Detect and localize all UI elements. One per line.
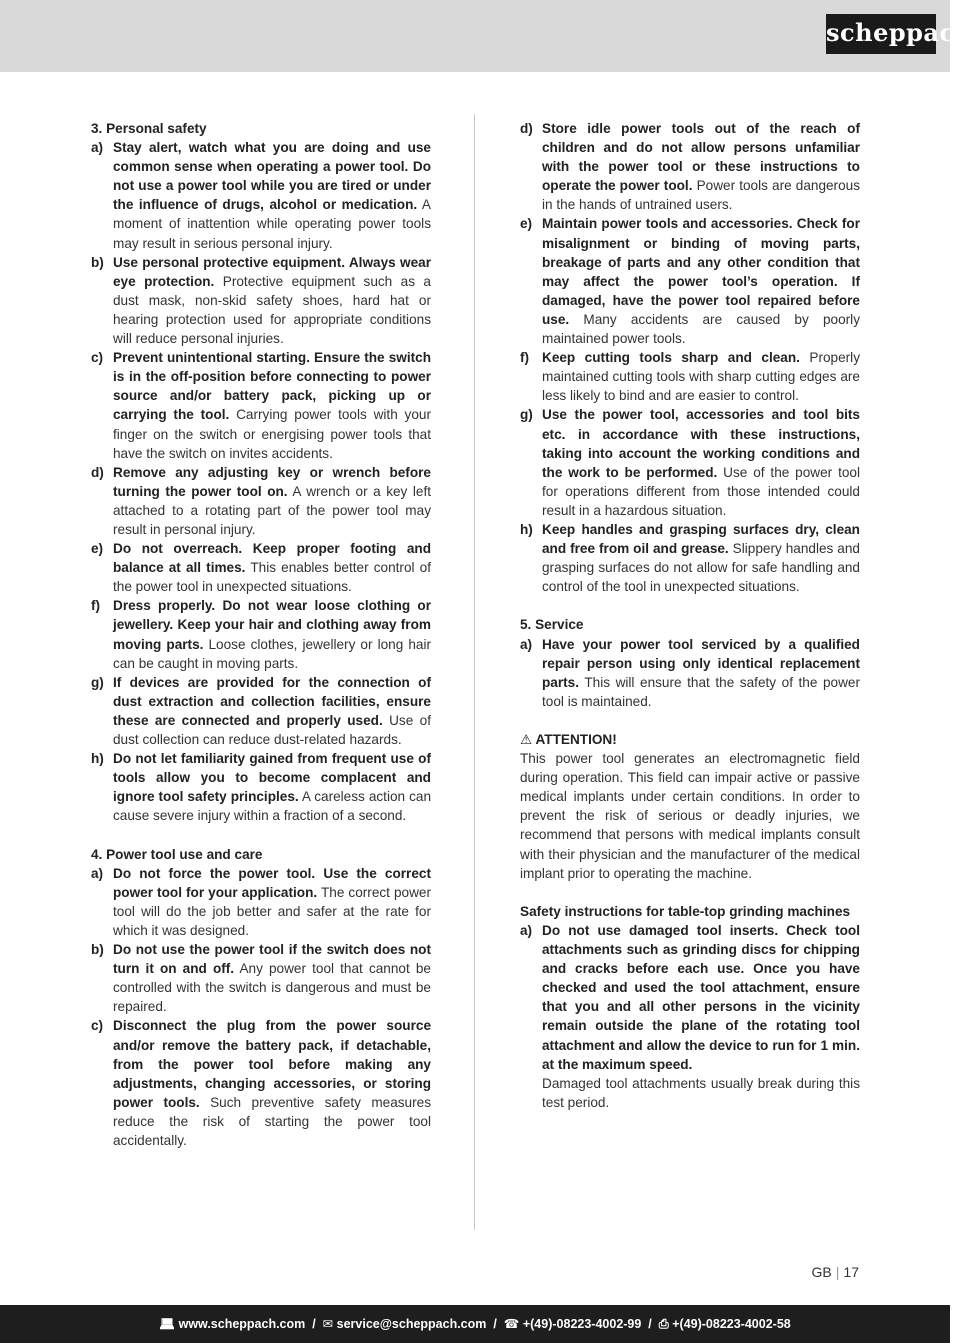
item-explanation: A careless action can cause severe injury within a fraction of a second. [113, 789, 432, 824]
brand-logo: scheppach [826, 14, 936, 54]
item-instruction: Use the power tool, accessories and tool bits etc. in accordance with these instructions, taking into account the working conditions and the work to be performed. [542, 407, 860, 480]
section-title: 4. Power tool use and care [91, 846, 263, 862]
list-item [91, 673, 431, 749]
item-explanation: Damaged tool attachments usually break during this test period. [542, 1075, 860, 1110]
section-title: Safety instructions for table-top grinding machines [520, 903, 851, 919]
item-label: a) [520, 636, 533, 652]
attention-heading: ⚠ ATTENTION! [520, 732, 617, 747]
warning-icon: ⚠ [520, 732, 533, 747]
list-item [91, 1016, 431, 1150]
attention-text: This power tool generates an electromagnetic field during operation. This field can impair active or passive medical implants under certain conditions. In order to prevent the risk of serious or deadly injuries, we recommend that persons with medical implants consult with their physician and the manufacturer of the medical implant prior to operating the machine. [520, 751, 860, 881]
item-label: a) [91, 140, 104, 156]
item-label: b) [91, 942, 104, 958]
item-label: c) [91, 350, 104, 366]
phone-icon: ☎ [503, 1317, 520, 1331]
item-label: d) [91, 464, 104, 480]
item-explanation: Use of dust collection can reduce dust-related hazards. [113, 712, 431, 747]
item-instruction: Disconnect the plug from the power source and/or remove the battery pack, if detachable, from the power tool before making any adjustments, changing accessories, or storing power tools. [113, 1018, 431, 1110]
column-divider [474, 114, 475, 1230]
item-explanation: This will ensure that the safety of the power tool is maintained. [542, 674, 860, 709]
list-item [91, 539, 431, 596]
item-instruction: Do not use damaged tool inserts. Check tool attachments such as grinding discs for chipping and cracks before each use. Once you have checked and used the tool attachment, ensure that you and all other persons in the vicinity remain outside the plane of the rotating tool attachment and allow the device to run for 1 min. at the maximum speed. [542, 922, 860, 1072]
phone-number: +(49)-08223-4002-99 [522, 1317, 642, 1331]
item-label: d) [520, 121, 533, 136]
list-item [91, 940, 431, 1016]
item-explanation: Loose clothes, jewellery or long hair can be caught in moving parts. [113, 636, 431, 671]
list-item [91, 138, 431, 253]
item-instruction: Store idle power tools out of the reach of children and do not allow persons unfamiliar with the power tool or these instructions to operate the power tool. [542, 121, 860, 194]
item-instruction: Prevent unintentional starting. Ensure the switch is in the off-position before connecting to power source and/or battery pack, picking up or carrying the tool. [113, 350, 431, 423]
item-instruction: Do not force the power tool. Use the correct power tool for your application. [113, 865, 431, 900]
section-title: 5. Service [520, 617, 584, 633]
item-instruction: Keep handles and grasping surfaces dry, clean and free from oil and grease. [542, 521, 860, 557]
item-instruction: Have your power tool serviced by a qualified repair person using only identical replacement parts. [542, 636, 860, 690]
computer-icon: 💻︎ [159, 1317, 176, 1331]
item-instruction: Do not use the power tool if the switch does not turn it on and off. [113, 942, 431, 977]
section-4-list [91, 864, 431, 1150]
list-item [520, 348, 860, 405]
list-item [520, 635, 860, 711]
item-label: f) [91, 598, 101, 614]
item-explanation: A wrench or a key left attached to a rotating part of the power tool may result in personal injury. [113, 483, 432, 537]
list-item [520, 921, 860, 1112]
list-item [520, 214, 860, 348]
list-item [520, 119, 860, 214]
item-label: e) [91, 541, 104, 557]
item-explanation: Any power tool that cannot be controlled with the switch is dangerous and must be repaired. [113, 961, 431, 1015]
item-explanation: Many accidents are caused by poorly maintained power tools. [542, 311, 860, 347]
item-instruction: Dress properly. Do not wear loose clothing or jewellery. Keep your hair and clothing away from moving parts. [113, 598, 431, 652]
item-explanation: Properly maintained cutting tools with sharp cutting edges are less likely to bind and are easier to control. [542, 350, 860, 404]
item-instruction: Do not let familiarity gained from frequent use of tools allow you to become complacent and ignore tool safety principles. [113, 751, 431, 805]
list-item [520, 520, 860, 596]
item-explanation: Use of the power tool for operations different from those intended could result in a hazardous situation. [542, 464, 860, 518]
page-header [0, 0, 973, 72]
item-explanation: Protective equipment such as a dust mask, non-skid safety shoes, hard hat or hearing protection used for appropriate conditions will reduce personal injuries. [113, 273, 431, 347]
list-item [520, 405, 860, 520]
right-column [520, 119, 860, 1112]
section-3-list [91, 138, 431, 825]
item-instruction: Stay alert, watch what you are doing and use common sense when operating a power tool. Do not use a power tool while you are tired or under the influence of drugs, alcohol or medication. [113, 140, 431, 213]
list-item [91, 864, 431, 940]
item-label: g) [91, 674, 104, 690]
item-label: b) [91, 254, 104, 270]
left-column [91, 119, 431, 1150]
section-title: 3. Personal safety [91, 121, 207, 136]
page-footer: 💻︎ www.scheppach.com / ✉ service@scheppach.com / ☎ +(49)-08223-4002-99 / ⎙ +(49)-08223-4002-58 [0, 1305, 950, 1343]
item-label: e) [520, 216, 533, 232]
item-label: f) [520, 350, 530, 366]
item-label: a) [520, 922, 533, 938]
item-instruction: If devices are provided for the connection of dust extraction and collection facilities, ensure these are connected and properly used. [113, 674, 431, 728]
item-explanation: Slippery handles and grasping surfaces do not allow for safe handling and control of the tool in unexpected situations. [542, 541, 860, 595]
item-explanation: This enables better control of the power tool in unexpected situations. [113, 560, 431, 595]
grinding-list [520, 921, 860, 1112]
list-item [91, 463, 431, 539]
item-instruction: Keep cutting tools sharp and clean. [542, 350, 800, 366]
item-label: h) [520, 521, 533, 537]
fax-icon: ⎙ [658, 1317, 669, 1331]
item-instruction: Remove any adjusting key or wrench before turning the power tool on. [113, 464, 431, 499]
fax-number: +(49)-08223-4002-58 [672, 1317, 791, 1331]
list-item [91, 596, 431, 672]
list-item [91, 749, 431, 825]
section-4-continued-list [520, 119, 860, 596]
item-instruction: Maintain power tools and accessories. Check for misalignment or binding of moving parts, breakage of parts and any other condition that may affect the power tool’s operation. If damaged, have the power tool repaired before use. [542, 216, 860, 327]
list-item [91, 253, 431, 348]
item-label: h) [91, 751, 104, 767]
website-link[interactable]: www.scheppach.com [178, 1317, 306, 1331]
item-label: g) [520, 407, 533, 423]
page-number: GB | 17 [811, 1264, 859, 1280]
list-item [91, 348, 431, 463]
item-instruction: Do not overreach. Keep proper footing and balance at all times. [113, 541, 431, 576]
email-icon: ✉ [322, 1317, 334, 1331]
item-explanation: Such preventive safety measures reduce the risk of starting the power tool accidentally. [113, 1094, 432, 1148]
section-5-list [520, 635, 860, 711]
item-explanation: Power tools are dangerous in the hands of untrained users. [542, 178, 861, 213]
email-link[interactable]: service@scheppach.com [336, 1317, 487, 1331]
item-explanation: The correct power tool will do the job better and safer at the rate for which it was designed. [113, 884, 432, 938]
item-label: a) [91, 865, 104, 881]
item-label: c) [91, 1018, 104, 1034]
item-explanation: Carrying power tools with your finger on the switch or energising power tools that have the switch on invites accidents. [113, 407, 431, 461]
item-instruction: Use personal protective equipment. Always wear eye protection. [113, 254, 431, 289]
item-explanation: A moment of inattention while operating power tools may result in serious personal injury. [113, 197, 431, 251]
